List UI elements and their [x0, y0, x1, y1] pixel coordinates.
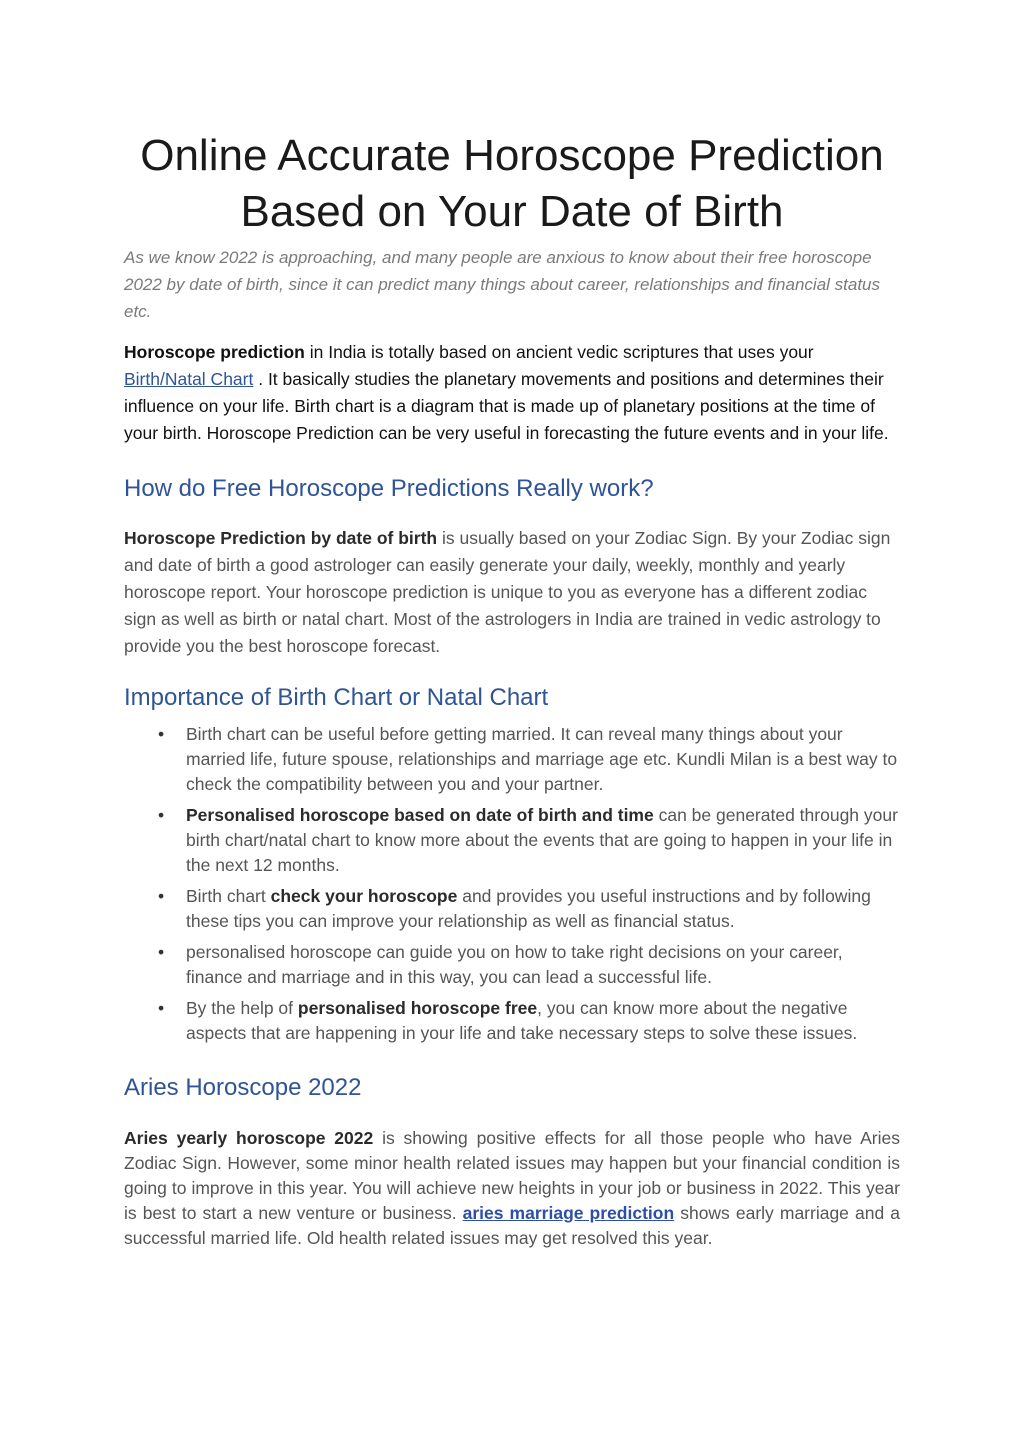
intro-paragraph	[124, 339, 900, 447]
intro-bold: Horoscope prediction	[124, 342, 305, 362]
bullet-1-text: Birth chart can be useful before getting married. It can reveal many things about your married life, future spouse, relationships and marriage age etc. Kundli Milan is a best way to check the compatibility between you and your partner.	[186, 724, 898, 794]
bullet-3-bold: check your horoscope	[270, 886, 458, 906]
page-title	[104, 128, 920, 240]
aries-marriage-prediction-link[interactable]: aries marriage prediction	[462, 1203, 675, 1223]
list-item	[186, 803, 900, 878]
importance-list	[124, 722, 900, 1046]
aries-bold: Aries yearly horoscope 2022	[124, 1128, 374, 1148]
bullet-2-bold: Personalised horoscope based on date of birth and time	[186, 805, 654, 825]
subtitle: As we know 2022 is approaching, and many people are anxious to know about their free horoscope 2022 by date of birth, since it can predict many things about career, relationships and financial status etc.	[124, 248, 881, 321]
bullet-3-text: and provides you useful instructions and by following these tips you can improve your relationship as well as financial status.	[186, 886, 871, 931]
intro-text-2: . It basically studies the planetary movements and positions and determines their influence on your life. Birth chart is a diagram that is made up of planetary positions at the time of your birth. Horoscope Prediction can be very useful in forecasting the future events and in your life.	[124, 369, 889, 443]
list-item	[186, 722, 900, 797]
list-item	[186, 996, 900, 1046]
title-line-1: Online Accurate Horoscope Prediction	[140, 131, 884, 180]
aries-text-1: is showing positive effects for all those people who have Aries Zodiac Sign. However, some minor health related issues may happen but your financial condition is going to improve in this year. You will achieve new heights in your job or business in 2022. This year is best to start a new venture or business.	[124, 1128, 900, 1223]
bullet-5-pre: By the help of	[186, 998, 298, 1018]
section-heading-aries: Aries Horoscope 2022	[124, 1074, 362, 1101]
bullet-5-bold: personalised horoscope free	[297, 998, 538, 1018]
document-page	[124, 128, 900, 1251]
bullet-3-pre: Birth chart	[186, 886, 271, 906]
title-line-2: Based on Your Date of Birth	[240, 187, 784, 236]
how-it-works-bold: Horoscope Prediction by date of birth	[124, 528, 438, 548]
section-heading-how-it-works: How do Free Horoscope Predictions Really work?	[124, 475, 654, 502]
bullet-2-text: can be generated through your birth chart/natal chart to know more about the events that are going to happen in your life in the next 12 months.	[186, 805, 898, 875]
aries-text-2: shows early marriage and a successful married life. Old health related issues may get resolved this year.	[124, 1203, 900, 1248]
list-item	[186, 884, 900, 934]
aries-paragraph	[124, 1126, 900, 1251]
intro-text-1: in India is totally based on ancient vedic scriptures that uses your	[304, 342, 814, 362]
bullet-4-text: personalised horoscope can guide you on how to take right decisions on your career, finance and marriage and in this way, you can lead a successful life.	[186, 942, 843, 987]
how-it-works-text: is usually based on your Zodiac Sign. By your Zodiac sign and date of birth a good astrologer can easily generate your daily, weekly, monthly and yearly horoscope report. Your horoscope prediction is unique to you as everyone has a different zodiac sign as well as birth or natal chart. Most of the astrologers in India are trained in vedic astrology to provide you the best horoscope forecast.	[124, 528, 891, 656]
how-it-works-paragraph	[124, 525, 900, 660]
list-item	[186, 940, 900, 990]
bullet-5-text: , you can know more about the negative aspects that are happening in your life and take necessary steps to solve these issues.	[186, 998, 858, 1043]
birth-natal-chart-link[interactable]: Birth/Natal Chart	[124, 369, 254, 389]
section-heading-importance: Importance of Birth Chart or Natal Chart	[124, 684, 549, 711]
